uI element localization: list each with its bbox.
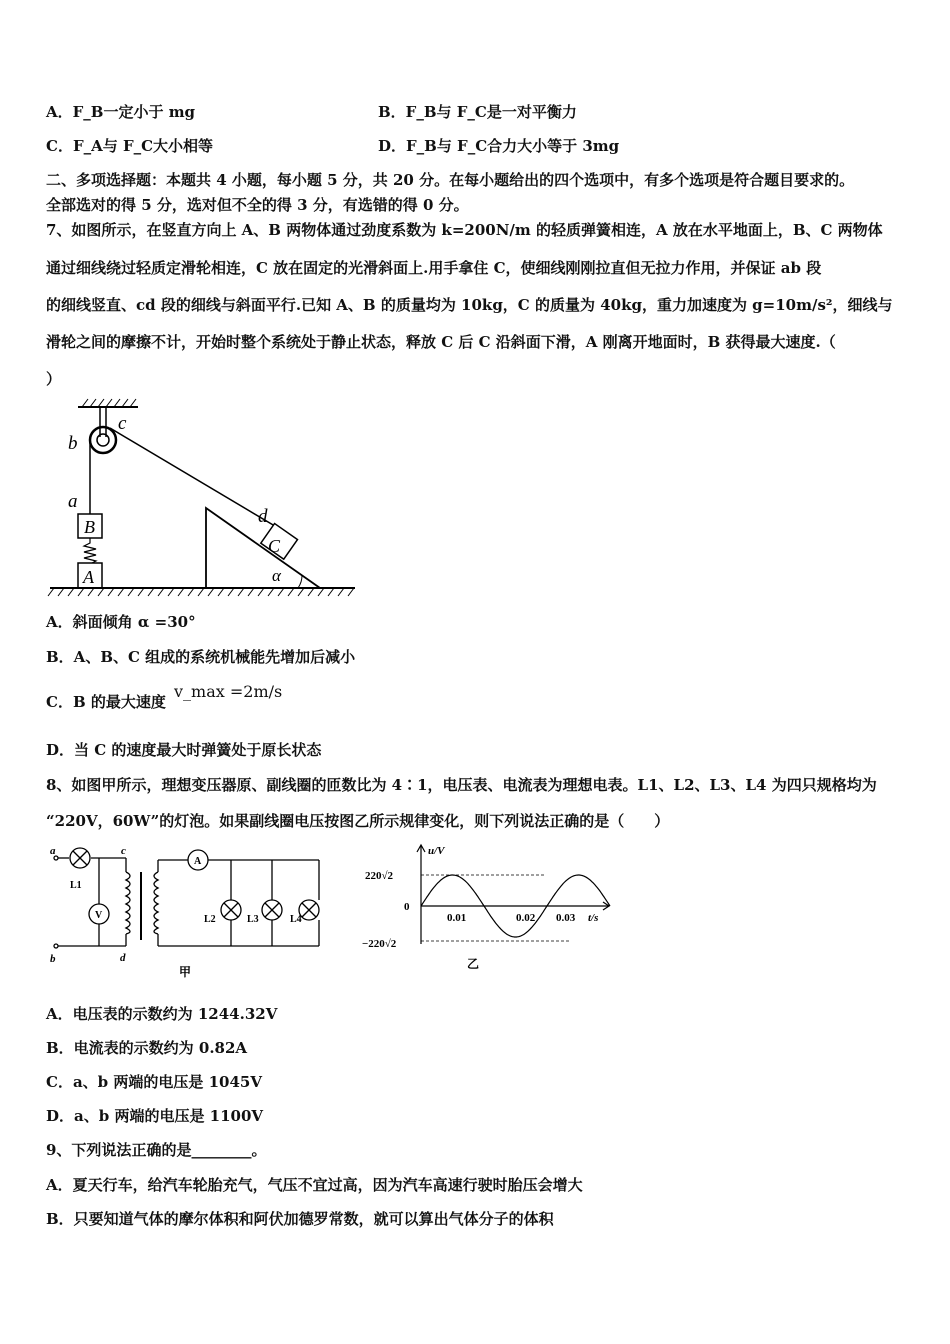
q6-option-c: C．F_A与 F_C大小相等 (46, 137, 214, 155)
q7-option-b: B．A、B、C 组成的系统机械能先增加后减小 (46, 648, 356, 666)
q7-option-c: C．B 的最大速度 (46, 693, 166, 711)
terminal-d-label: d (120, 952, 126, 964)
q9-option-b: B．只要知道气体的摩尔体积和阿伏加德罗常数，就可以算出气体分子的体积 (46, 1210, 554, 1228)
q6-option-d: D．F_B与 F_C合力大小等于 3mg (378, 137, 620, 155)
q7-stem-line3: 的细线竖直、cd 段的细线与斜面平行.已知 A、B 的质量均为 10kg，C 的质量为 40kg，重力加速度为 g=10m/s²，细线与 (46, 296, 893, 314)
q7-figure (40, 395, 370, 605)
label-a: a (68, 491, 78, 512)
q7-stem-line5: ） (46, 370, 62, 388)
spring (84, 538, 96, 564)
terminal-b-label: b (50, 953, 56, 965)
circuit-caption: 甲 (179, 965, 192, 979)
q9-option-a: A．夏天行车，给汽车轮胎充气，气压不宜过高，因为汽车高速行驶时胎压会增大 (46, 1176, 583, 1194)
block-a-label: A (83, 567, 94, 587)
q8-voltage-graph (360, 840, 620, 980)
q7-stem-line4: 滑轮之间的摩擦不计，开始时整个系统处于静止状态，释放 C 后 C 沿斜面下滑，A 刚离开地面时，B 获得最大速度.（ (46, 333, 836, 351)
graph-tick-0.03: 0.03 (556, 912, 576, 924)
graph-ylabel: u/V (428, 845, 445, 857)
terminal-c-label: c (121, 845, 126, 857)
block-b-label: B (84, 517, 95, 537)
lamp-l3-label: L3 (247, 914, 259, 925)
lamp-l4-label: L4 (290, 914, 302, 925)
angle-alpha-label: α (272, 566, 281, 585)
graph-ymin: −220√2 (362, 938, 397, 950)
section2-line1: 二、多项选择题：本题共 4 小题，每小题 5 分，共 20 分。在每小题给出的四个选项中，有多个选项是符合题目要求的。 (46, 171, 855, 189)
label-d: d (258, 506, 268, 527)
q6-option-a: A．F_B一定小于 mg (46, 103, 196, 121)
q8-circuit (44, 842, 334, 982)
q8-stem-line2: “220V，60W”的灯泡。如果副线圈电压按图乙所示规律变化，则下列说法正确的是（ ） (46, 812, 670, 830)
graph-zero: 0 (404, 901, 410, 913)
terminal-a-label: a (50, 845, 56, 857)
q7-option-a: A．斜面倾角 α =30° (46, 613, 196, 631)
pulley (90, 427, 116, 453)
graph-tick-0.01: 0.01 (447, 912, 467, 924)
graph-ymax: 220√2 (365, 870, 394, 882)
label-b: b (68, 433, 78, 454)
graph-xlabel: t/s (588, 912, 599, 924)
section2-line2: 全部选对的得 5 分，选对但不全的得 3 分，有选错的得 0 分。 (46, 196, 469, 214)
q7-stem-line1: 7、如图所示，在竖直方向上 A、B 两物体通过劲度系数为 k=200N/m 的轻质弹簧相连，A 放在水平地面上，B、C 两物体 (46, 221, 883, 239)
graph-tick-0.02: 0.02 (516, 912, 536, 924)
q8-option-b: B．电流表的示数约为 0.82A (46, 1039, 248, 1057)
graph-caption: 乙 (467, 957, 480, 971)
lamp-l2-label: L2 (204, 914, 216, 925)
q8-stem-line1: 8、如图甲所示，理想变压器原、副线圈的匝数比为 4∶1，电压表、电流表为理想电表。L1、L2、L3、L4 为四只规格均为 (46, 776, 877, 794)
lamp-l1-label: L1 (70, 880, 82, 891)
q6-option-b: B．F_B与 F_C是一对平衡力 (378, 103, 577, 121)
q8-option-d: D．a、b 两端的电压是 1100V (46, 1107, 264, 1125)
block-c-label: C (268, 536, 281, 556)
q9-stem: 9、下列说法正确的是________。 (46, 1141, 267, 1159)
voltmeter-label: V (95, 910, 103, 921)
ammeter-label: A (194, 856, 202, 867)
q8-option-c: C．a、b 两端的电压是 1045V (46, 1073, 262, 1091)
q8-option-a: A．电压表的示数约为 1244.32V (46, 1005, 278, 1023)
q7-formula-vmax: v_max =2m/s (174, 682, 283, 701)
q7-stem-line2: 通过细线绕过轻质定滑轮相连，C 放在固定的光滑斜面上.用手拿住 C，使细线刚刚拉直但无拉力作用，并保证 ab 段 (46, 259, 822, 277)
label-c: c (118, 413, 127, 434)
q7-option-d: D．当 C 的速度最大时弹簧处于原长状态 (46, 741, 322, 759)
